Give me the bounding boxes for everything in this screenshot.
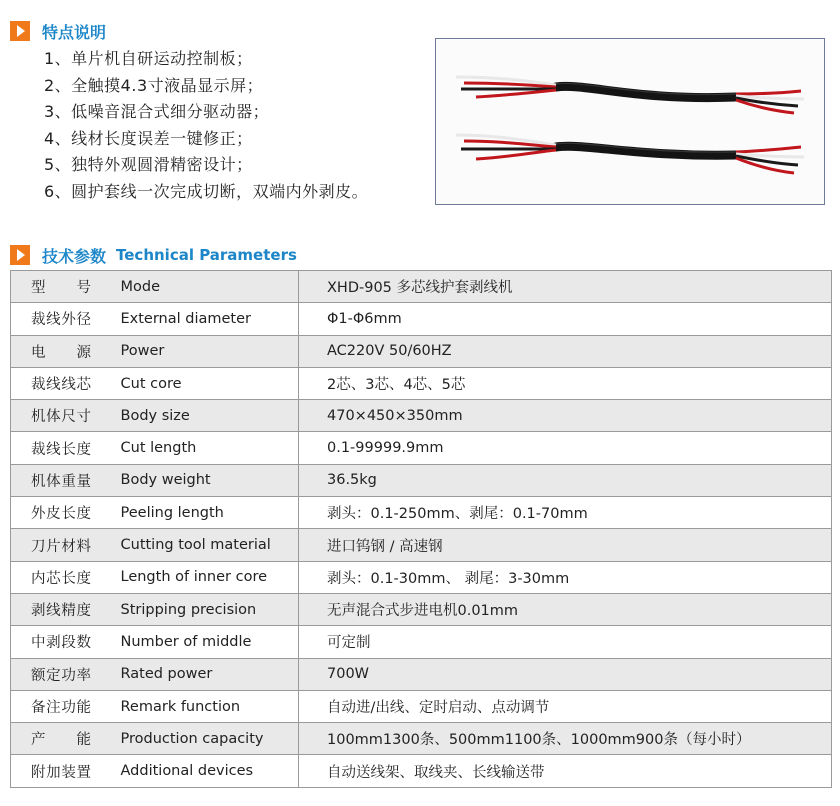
param-name-en: Peeling length <box>109 497 299 529</box>
param-value: 470×450×350mm <box>299 400 832 432</box>
param-value: 剥头：0.1-250mm、剥尾：0.1-70mm <box>299 497 832 529</box>
cable-bottom <box>456 135 804 173</box>
param-name-en: Cut core <box>109 367 299 399</box>
params-table <box>10 270 832 788</box>
feature-item: 3、低噪音混合式细分驱动器； <box>44 102 270 121</box>
table-row <box>11 626 832 658</box>
table-row <box>11 529 832 561</box>
table-row <box>11 497 832 529</box>
param-name-cn <box>11 464 109 496</box>
param-name-cn-text: 产 能 <box>31 732 91 749</box>
param-name-cn-text: 内芯长度 <box>31 570 91 587</box>
features-title: 特点说明 <box>42 22 107 42</box>
table-row <box>11 658 832 690</box>
param-name-en: Additional devices <box>109 755 299 787</box>
params-section-header <box>10 244 297 266</box>
param-name-cn <box>11 755 109 787</box>
param-name-cn <box>11 271 109 303</box>
param-name-en: Remark function <box>109 690 299 722</box>
param-name-cn <box>11 400 109 432</box>
param-name-cn-text: 附加装置 <box>31 764 91 781</box>
features-section-header <box>10 20 106 42</box>
params-title-en: Technical Parameters <box>116 246 297 264</box>
table-row <box>11 723 832 755</box>
param-name-cn <box>11 432 109 464</box>
param-name-cn-text: 裁线外径 <box>31 312 91 329</box>
param-name-cn <box>11 723 109 755</box>
param-value: 0.1-99999.9mm <box>299 432 832 464</box>
param-value: 无声混合式步进电机0.01mm <box>299 593 832 625</box>
orange-arrow-icon <box>10 21 30 41</box>
param-name-cn-text: 裁线线芯 <box>31 377 91 394</box>
table-row <box>11 335 832 367</box>
param-value: XHD-905 多芯线护套剥线机 <box>299 271 832 303</box>
cable-top <box>456 77 804 113</box>
feature-item: 1、单片机自研运动控制板； <box>44 49 253 68</box>
param-value: 自动送线架、取线夹、长线输送带 <box>299 755 832 787</box>
table-row <box>11 367 832 399</box>
param-name-cn-text: 裁线长度 <box>31 441 91 458</box>
feature-item: 2、全触摸4.3寸液晶显示屏； <box>44 75 264 95</box>
feature-item: 5、独特外观圆滑精密设计； <box>44 155 253 174</box>
param-name-cn <box>11 497 109 529</box>
features-list <box>44 46 368 205</box>
param-value: 36.5kg <box>299 464 832 496</box>
param-value: 100mm1300条、500mm1100条、1000mm900条（每小时） <box>299 723 832 755</box>
param-name-cn-text: 外皮长度 <box>31 506 91 523</box>
param-value: 进口钨钢 / 高速钢 <box>299 529 832 561</box>
param-name-en: Production capacity <box>109 723 299 755</box>
table-row <box>11 561 832 593</box>
table-row <box>11 464 832 496</box>
param-value: AC220V 50/60HZ <box>299 335 832 367</box>
param-value: 700W <box>299 658 832 690</box>
table-row <box>11 400 832 432</box>
table-row <box>11 432 832 464</box>
param-name-en: Cut length <box>109 432 299 464</box>
param-name-en: Length of inner core <box>109 561 299 593</box>
param-name-cn <box>11 593 109 625</box>
param-name-cn <box>11 690 109 722</box>
param-value: Φ1-Φ6mm <box>299 303 832 335</box>
param-name-cn-text: 剥线精度 <box>31 603 91 620</box>
param-name-en: Body size <box>109 400 299 432</box>
param-name-cn-text: 型 号 <box>31 280 91 297</box>
param-name-en: Power <box>109 335 299 367</box>
table-row <box>11 271 832 303</box>
param-name-cn-text: 机体尺寸 <box>31 409 91 426</box>
param-value: 剥头：0.1-30mm、 剥尾：3-30mm <box>299 561 832 593</box>
param-value: 2芯、3芯、4芯、5芯 <box>299 367 832 399</box>
param-name-en: Body weight <box>109 464 299 496</box>
param-name-cn <box>11 561 109 593</box>
param-name-cn-text: 机体重量 <box>31 473 91 490</box>
param-name-cn-text: 额定功率 <box>31 667 91 684</box>
param-name-cn <box>11 626 109 658</box>
params-title-cn: 技术参数 <box>42 246 107 266</box>
param-name-cn-text: 电 源 <box>31 344 91 361</box>
cable-illustration <box>436 39 824 204</box>
param-name-cn <box>11 303 109 335</box>
param-name-en: Mode <box>109 271 299 303</box>
param-name-en: Stripping precision <box>109 593 299 625</box>
table-row <box>11 593 832 625</box>
param-name-cn <box>11 529 109 561</box>
param-name-cn <box>11 335 109 367</box>
param-value: 可定制 <box>299 626 832 658</box>
param-name-en: Cutting tool material <box>109 529 299 561</box>
param-name-cn <box>11 367 109 399</box>
orange-arrow-icon <box>10 245 30 265</box>
param-name-cn-text: 中剥段数 <box>31 635 91 652</box>
param-name-en: External diameter <box>109 303 299 335</box>
feature-item: 6、圆护套线一次完成切断，双端内外剥皮。 <box>44 181 369 201</box>
param-value: 自动进/出线、定时启动、点动调节 <box>299 690 832 722</box>
feature-item: 4、线材长度误差一键修正； <box>44 128 253 148</box>
param-name-en: Number of middle <box>109 626 299 658</box>
param-name-cn-text: 备注功能 <box>31 700 91 716</box>
param-name-cn <box>11 658 109 690</box>
param-name-cn-text: 刀片材料 <box>31 538 91 555</box>
table-row <box>11 755 832 787</box>
table-row <box>11 690 832 722</box>
param-name-en: Rated power <box>109 658 299 690</box>
product-photo <box>435 38 825 205</box>
table-row <box>11 303 832 335</box>
